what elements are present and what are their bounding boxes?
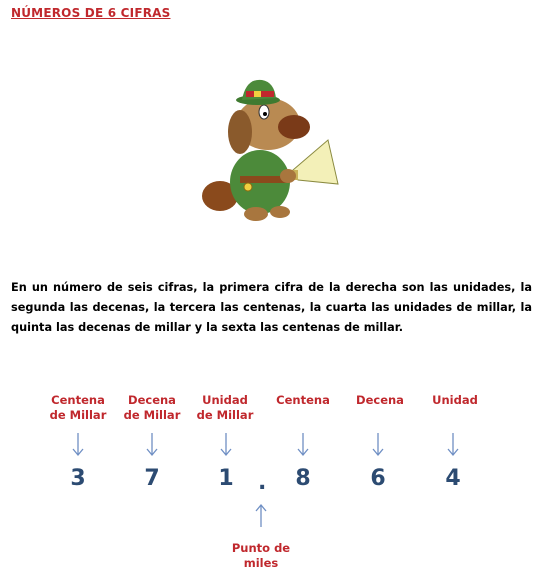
digit-unidad: 4 bbox=[445, 466, 461, 491]
label-line: Decena bbox=[128, 393, 176, 407]
arrow-down-icon bbox=[296, 432, 310, 458]
label-line: Unidad bbox=[432, 393, 478, 407]
label-decena bbox=[349, 393, 411, 408]
label-line: de Millar bbox=[49, 408, 107, 422]
digit-centena-de-millar: 3 bbox=[70, 466, 86, 491]
label-line: Decena bbox=[356, 393, 404, 407]
arrow-down-icon bbox=[145, 432, 159, 458]
label-line: Centena bbox=[51, 393, 105, 407]
label-decena-de-millar bbox=[121, 393, 183, 423]
arrow-up-icon bbox=[254, 502, 268, 528]
label-line: de Millar bbox=[196, 408, 254, 422]
arrow-down-icon bbox=[71, 432, 85, 458]
label-line: Unidad bbox=[202, 393, 248, 407]
label-line: miles bbox=[243, 556, 279, 570]
label-centena-de-millar bbox=[47, 393, 109, 423]
label-punto-de-miles bbox=[225, 541, 297, 571]
label-line: Centena bbox=[276, 393, 330, 407]
label-line: Punto de bbox=[231, 541, 291, 555]
label-line: de Millar bbox=[123, 408, 181, 422]
label-unidad-de-millar bbox=[194, 393, 256, 423]
page-title: NÚMEROS DE 6 CIFRAS bbox=[11, 6, 171, 20]
label-centena bbox=[272, 393, 334, 408]
arrow-down-icon bbox=[371, 432, 385, 458]
digit-decena: 6 bbox=[370, 466, 386, 491]
digit-unidad-de-millar: 1 bbox=[218, 466, 234, 491]
arrow-down-icon bbox=[219, 432, 233, 458]
digit-centena: 8 bbox=[295, 466, 311, 491]
explanation-paragraph: En un número de seis cifras, la primera cifra de la derecha son las unidades, la segunda las decenas, la tercera las centenas, la cuarta las unidades de millar, la quinta las decenas de millar y la sexta las centenas de millar. bbox=[11, 281, 532, 334]
arrow-down-icon bbox=[446, 432, 460, 458]
digit-decena-de-millar: 7 bbox=[144, 466, 160, 491]
mascot-dog-illustration bbox=[198, 72, 343, 232]
label-unidad bbox=[424, 393, 486, 408]
thousands-separator: . bbox=[258, 470, 267, 495]
